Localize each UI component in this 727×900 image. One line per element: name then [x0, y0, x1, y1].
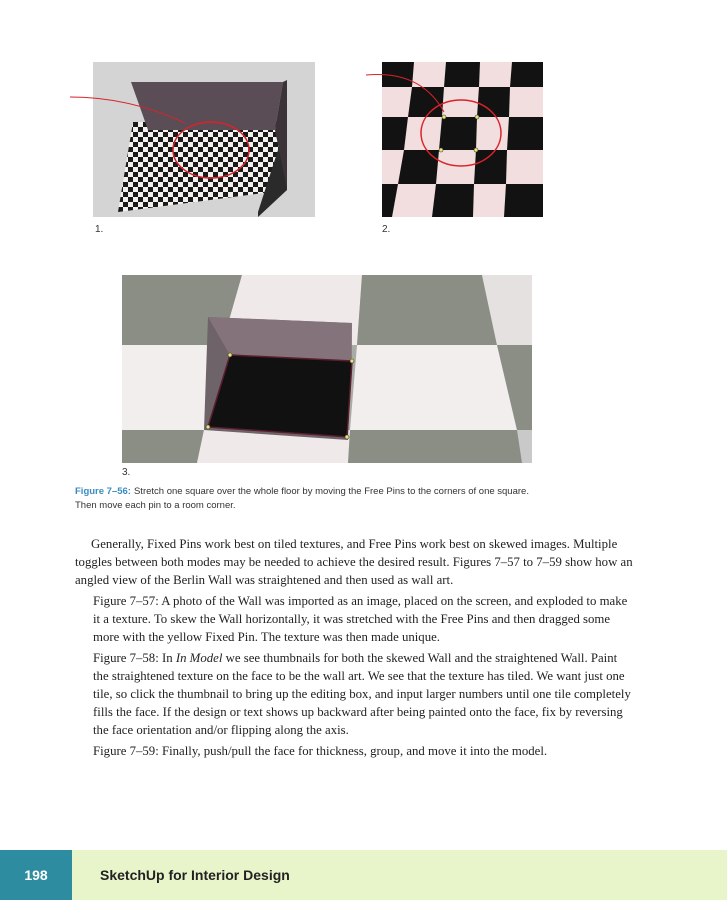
- figure-1-leader-line: [70, 95, 190, 125]
- figure-2-leader-line: [366, 70, 446, 115]
- figure-3-label: 3.: [122, 467, 131, 478]
- paragraph-intro: Generally, Fixed Pins work best on tiled textures, and Free Pins work best on skewed images. Multiple toggles between both modes may be needed to achieve the desired result. Figures 7–57 to 7–59 show how an angled view of the Berlin Wall was straightened and then used as wall art.: [75, 537, 633, 587]
- paragraph-figure-7-58: [93, 649, 635, 739]
- fig-7-58-text: we see thumbnails for both the skewed Wall and the straightened Wall. Paint the straightened texture on the face to be the wall art. We see that the texture has tiled. We want just one tile, so click the thumbnail to bring up the editing box, and input larger numbers until one tile completely fills the face. If the design or text shows up backward after being painted onto the face, fix by reversing the face orientation and/or flipping along the axis.: [93, 651, 631, 737]
- page-footer: [0, 850, 727, 900]
- fig-7-58-emphasis: In Model: [175, 651, 223, 665]
- caption-label: Figure 7–56:: [75, 486, 131, 497]
- paragraph-figure-7-57: Figure 7–57: A photo of the Wall was imported as an image, placed on the screen, and exploded to make it a texture. To skew the Wall horizontally, it was stretched with the Free Pins and then dragged some more with the yellow Fixed Pin. The texture was then made unique.: [93, 594, 628, 644]
- book-title: SketchUp for Interior Design: [100, 867, 290, 883]
- paragraph-figure-7-59: Figure 7–59: Finally, push/pull the face for thickness, group, and move it into the model.: [93, 744, 548, 758]
- figure-2-label: 2.: [382, 224, 391, 235]
- caption-text: Stretch one square over the whole floor by moving the Free Pins to the corners of one square. Then move each pin to a room corner.: [75, 486, 529, 511]
- figure-1-image: [93, 62, 315, 217]
- page-number: 198: [0, 850, 72, 900]
- fig-7-58-prefix: Figure 7–58: In: [93, 651, 176, 665]
- body-text: [75, 535, 635, 760]
- figure-3-image: [122, 275, 532, 463]
- figure-1-label: 1.: [95, 224, 104, 235]
- figure-caption: [75, 485, 545, 513]
